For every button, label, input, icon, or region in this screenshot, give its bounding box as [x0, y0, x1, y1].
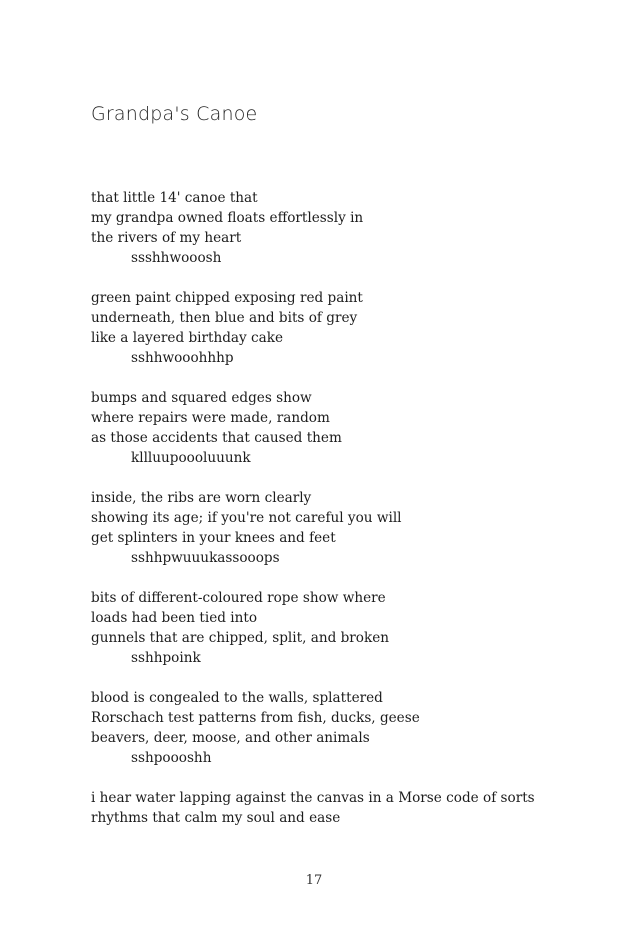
poem-line: as those accidents that caused them: [91, 430, 342, 446]
poem-title: Grandpa's Canoe: [91, 103, 258, 125]
stanza: [91, 488, 611, 568]
poem-line: inside, the ribs are worn clearly: [91, 490, 312, 506]
stanza: [91, 288, 611, 368]
stanza: [91, 788, 611, 828]
poem-line: my grandpa owned floats effortlessly in: [91, 210, 364, 226]
sound-word: sshhpwuuukassooops: [131, 550, 280, 566]
sound-word: ssshhwooosh: [131, 250, 222, 266]
poem-line: i hear water lapping against the canvas in a Morse code of sorts: [91, 790, 535, 806]
poem-line: the rivers of my heart: [91, 230, 242, 246]
poem-line: like a layered birthday cake: [91, 330, 284, 346]
sound-word: sshpoooshh: [131, 750, 212, 766]
poem-line: where repairs were made, random: [91, 410, 330, 426]
poem-line: showing its age; if you're not careful you will: [91, 510, 402, 526]
poem-line: get splinters in your knees and feet: [91, 530, 336, 546]
poem-line: rhythms that calm my soul and ease: [91, 810, 341, 826]
poem-line: that little 14' canoe that: [91, 190, 258, 206]
stanza: [91, 688, 611, 768]
stanza: [91, 388, 611, 468]
stanza: [91, 188, 611, 268]
page-number: 17: [305, 873, 323, 888]
stanza: [91, 588, 611, 668]
poem-line: green paint chipped exposing red paint: [91, 290, 363, 306]
poem-line: loads had been tied into: [91, 610, 258, 626]
poem-body: [91, 188, 611, 848]
poem-line: underneath, then blue and bits of grey: [91, 310, 358, 326]
poem-line: blood is congealed to the walls, splattered: [91, 690, 383, 706]
poem-line: beavers, deer, moose, and other animals: [91, 730, 370, 746]
sound-word: sshhwooohhhp: [131, 350, 234, 366]
poem-line: bits of different-coloured rope show where: [91, 590, 386, 606]
sound-word: kllluupoooluuunk: [131, 450, 251, 466]
sound-word: sshhpoink: [131, 650, 201, 666]
poem-line: gunnels that are chipped, split, and broken: [91, 630, 390, 646]
poem-line: Rorschach test patterns from fish, ducks, geese: [91, 710, 420, 726]
poem-line: bumps and squared edges show: [91, 390, 312, 406]
